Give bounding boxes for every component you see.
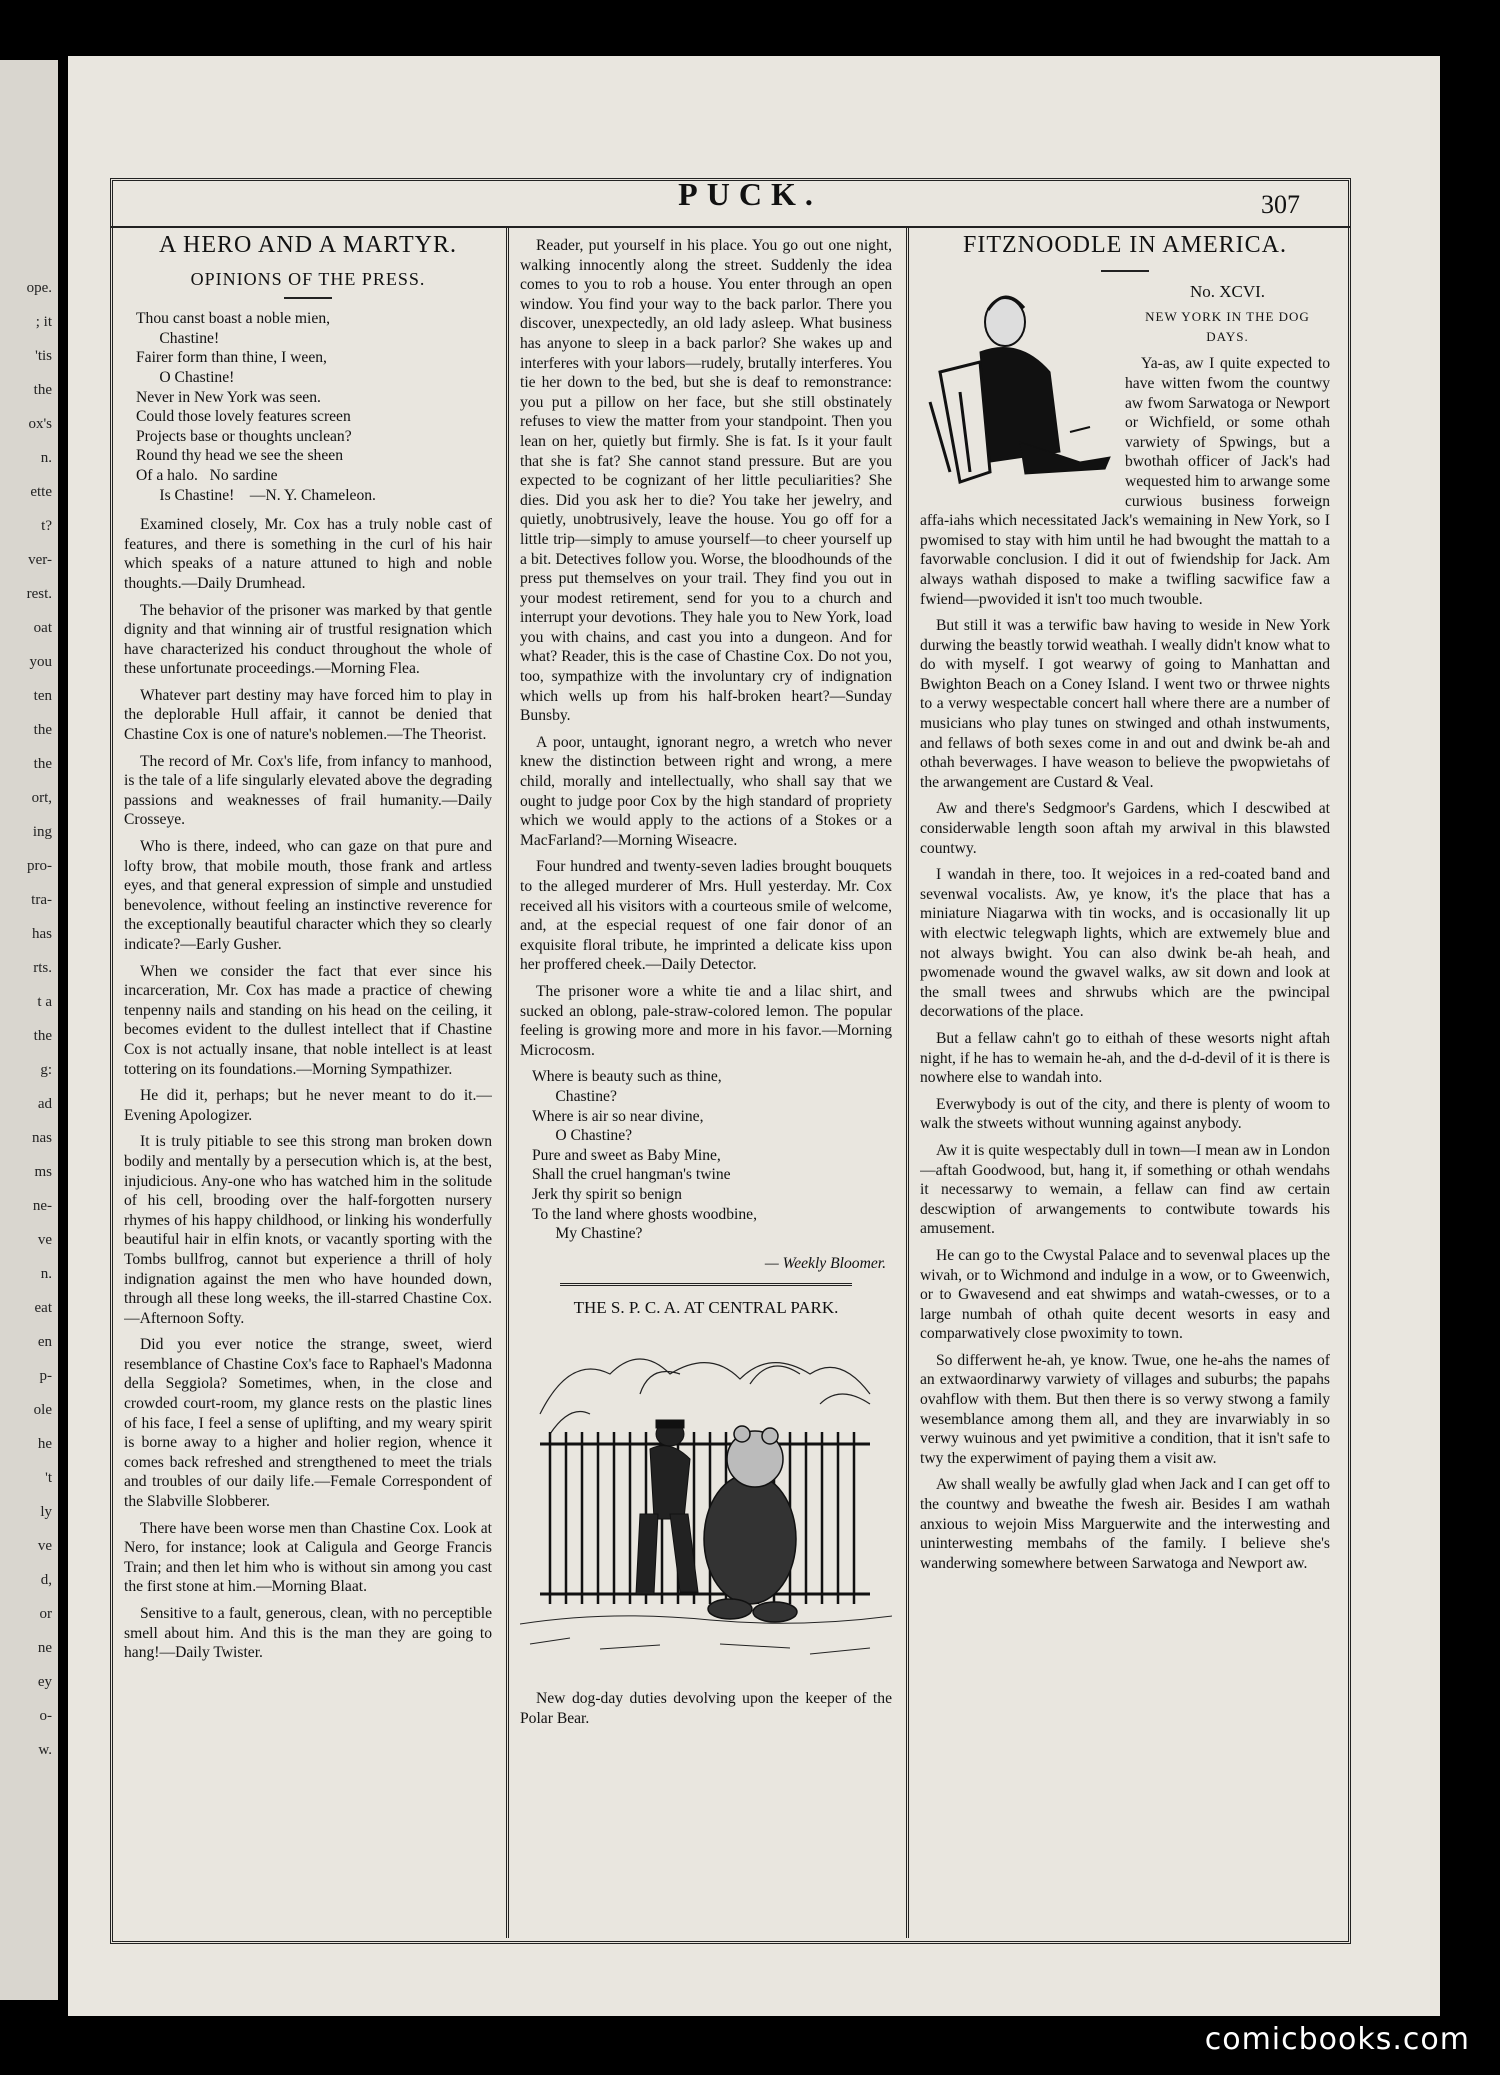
- edge-fragment: g:: [40, 1062, 52, 1078]
- column-fitznoodle: [920, 236, 1330, 1926]
- edge-fragment: d,: [40, 1572, 52, 1588]
- press-opinion: Whatever part destiny may have forced him to play in the deplorable Hull affair, it cannot be denied that Chastine Cox is one of nature's noblemen.—The Theorist.: [124, 686, 492, 744]
- adjacent-page-edge: [0, 60, 58, 2000]
- press-opinion: The record of Mr. Cox's life, from infancy to manhood, is the tale of a life singularly elevated above the degrading passions and weaknesses of frail humanity.—Daily Crosseye.: [124, 752, 492, 829]
- press-opinion: When we consider the fact that ever since his incarceration, Mr. Cox has made a practice of chewing tenpenny nails and standing on his head on the ceiling, it becomes evident to the dullest intellect that if Chastine Cox is not actually insane, that noble intellect is at least tottering on its foundations.—Morning Sympathizer.: [124, 962, 492, 1078]
- article-paragraph: But a fellaw cahn't go to eithah of these wesorts night aftah night, if he has to wemain he-ah, and the d-d-devil of it is there is nowhere else to wandah into.: [920, 1029, 1330, 1087]
- article-title: A HERO AND A MARTYR.: [159, 236, 457, 258]
- edge-fragment: pro-: [27, 858, 52, 874]
- press-opinion: The prisoner wore a white tie and a lilac shirt, and sucked an oblong, pale-straw-colored lemon. The popular feeling is growing more and more in his favor.—Morning Microcosm.: [520, 982, 892, 1059]
- edge-fragment: ole: [33, 1402, 52, 1418]
- bear-and-keeper-illustration: [520, 1324, 892, 1684]
- poem-chastine: Thou canst boast a noble mien, Chastine! Fairer form than thine, I ween, O Chastine! Never in New York was seen. Could those lovely features screen Projects base or thoughts unclean? Round thy head we see the sheen Of a halo. No sardine Is Chastine! —N. Y. Chameleon.: [136, 310, 376, 504]
- seated-man-illustration: [920, 282, 1115, 492]
- edge-fragment: 't: [45, 1470, 52, 1486]
- article-paragraph: But still it was a terwific baw having to weside in New York durwing the beastly torwid weathah. I weally didn't know what to do with myself. I got wearwy of going to Manhattan and Bwighton Beach on a Coney Island. I went two or thrwee nights to a verwy wespectable concert hall where there are a number of musicians who play tunes on stwinged and othah instwuments, and fellaws of both sexes come in and out and dwink be-ah and othah beverwages. I have weason to believe the pwopwietahs of the arwangement are Custard & Veal.: [920, 617, 1330, 791]
- article-paragraph: Aw shall weally be awfully glad when Jack and I can get off to the countwy and bweathe the fwesh air. Besides I am wathah anxious to wejoin Miss Marguerwite and the interwesting and uninterwesting membahs of the family. I believe she's wanderwing somewhere between Sarwatoga and Newport aw.: [920, 1476, 1330, 1572]
- article-paragraph: I wandah in there, too. It wejoices in a red-coated band and sevenwal vocalists. Aw, ye know, it's the place that has a miniature Niagarwa with tin wocks, and is occasionally lit up with electwic telegwaph lights, which are extwemely blue and not always bwight. You can also dwink be-ah heah, and pwomenade wound the gwavel walks, aw sit down and look at the small twees and shrwubs which are the pwincipal decorwations of the place.: [920, 866, 1330, 1021]
- press-opinion: There have been worse men than Chastine Cox. Look at Nero, for instance; look at Caligula and George Francis Train; and then let him who is without sin among you cast the first stone at him.—Morning Blaat.: [124, 1519, 492, 1596]
- edge-fragment: oat: [33, 620, 52, 636]
- edge-fragment: has: [32, 926, 52, 942]
- press-opinion: Examined closely, Mr. Cox has a truly noble cast of features, and there is something in the curl of his hair which speaks of a nature attuned to high and noble thoughts.—Daily Drumhead.: [124, 516, 492, 592]
- edge-fragment: n.: [40, 450, 52, 466]
- edge-fragment: rest.: [26, 586, 52, 602]
- edge-fragment: he: [37, 1436, 52, 1452]
- press-opinion: The behavior of the prisoner was marked by that gentle dignity and that winning air of trustful resignation which have characterized his conduct throughout the whole of these unfortunate proceedings.—Morning Flea.: [124, 601, 492, 678]
- edge-fragment: t a: [37, 994, 52, 1010]
- edge-fragment: the: [33, 756, 52, 772]
- column-reader: [520, 236, 892, 1926]
- article-subhead: NEW YORK IN THE DOG DAYS.: [1145, 309, 1310, 344]
- edge-fragment: tra-: [31, 892, 52, 908]
- divider: [1101, 270, 1149, 272]
- edge-fragment: ly: [40, 1504, 52, 1520]
- edge-fragment: rts.: [33, 960, 52, 976]
- article-paragraph: Everwybody is out of the city, and there is plenty of woom to walk the stweets without wunning against anybody.: [920, 1095, 1330, 1133]
- edge-fragment: ne-: [32, 1198, 52, 1214]
- divider: [284, 297, 332, 299]
- poem-where-is-beauty: Where is beauty such as thine, Chastine? Where is air so near divine, O Chastine? Pure and sweet as Baby Mine, Shall the cruel hangman's twine Jerk thy spirit so benign To the land where ghosts woodbine, My Chastine?: [532, 1068, 757, 1243]
- edge-fragment: ver-: [28, 552, 52, 568]
- edge-fragment: you: [29, 654, 52, 670]
- column-divider-2: [906, 228, 909, 1938]
- issue-number: No. XCVI.: [1189, 281, 1266, 301]
- article-paragraph: Ya-as, aw I quite expected to have witten fwom the countwy aw fwom Sarwatoga or Newport or Wichfield, or some othah varwiety of Spwings, but a bwothah officer of Jack's had wequested him to arwange some curwious business forweign affa-iahs which necessitated Jack's wemaining in New York, so I pwomised to stay with him until he had bwought the mattah to a favorwable conclusion. I did it out of fwiendship for Jack. Am always wathah disposed to make a twifling sacwifice faw a fwiend—pwovided it isn't too much twouble.: [920, 355, 1330, 608]
- edge-fragment: ne: [37, 1640, 52, 1656]
- edge-fragment: w.: [38, 1742, 52, 1758]
- press-opinion: Sensitive to a fault, generous, clean, with no perceptible smell about him. And this is the man they are going to hang!—Daily Twister.: [124, 1605, 492, 1662]
- ornamental-rule: [560, 1283, 852, 1286]
- edge-fragment: ope.: [26, 280, 52, 296]
- site-watermark: comicbooks.com: [1204, 2022, 1470, 2057]
- edge-fragment: ; it: [35, 314, 52, 330]
- press-opinion: Reader, put yourself in his place. You go out one night, walking innocently along the street. Suddenly the idea comes to you to rob a house. You enter through an open window. You find your way to the back parlor. There you discover, unexpectedly, an old lady asleep. What business has anyone to sleep in a back parlor? She wakes up and interferes with your labors—rudely, brutally interferes. You tie her down to the bed, but she is deaf to remonstrance: you put a pillow on her face, but she still obstinately refuses to view the matter from your standpoint. Then you lean on her, quietly but firmly. She is fat. Is it your fault that she is fat? She cannot stand pressure. But are you expected to be cognizant of her little peculiarities? She dies. Did you ask her to die? You take her jewelry, and quietly, unobtrusively, leave the house. You go off for a little trip—simply to amuse yourself—to cheer yourself up a bit. Detectives follow you. Worse, the bloodhounds of the press put themselves on your trail. They find you out in your modest retirement, send for you to a church and interrupt your devotions. They hale you to New York, load you with chains, and cast you into a dungeon. And for what? Reader, this is the case of Chastine Cox. Do not you, too, sympathize with the involuntary cry of indignation which wells up from his half-broken heart?—Sunday Bunsby.: [520, 237, 892, 725]
- press-opinion: He did it, perhaps; but he never meant to do it.—Evening Apologizer.: [124, 1087, 492, 1124]
- press-opinion: Did you ever notice the strange, sweet, wierd resemblance of Chastine Cox's face to Raphael's Madonna della Seggiola? Sometimes, when, in the close and crowded court-room, my glance rests on the plastic lines of his face, I feel a sense of uplifting, and my weary spirit is borne away to a higher and holier region, whence it comes back refreshed and strengthened to meet the trials and troubles of our daily life.—Female Correspondent of the Slabville Slobberer.: [124, 1336, 492, 1511]
- edge-fragment: ve: [37, 1232, 52, 1248]
- illustration-title: THE S. P. C. A. AT CENTRAL PARK.: [573, 1298, 839, 1318]
- press-opinion: Four hundred and twenty-seven ladies brought bouquets to the alleged murderer of Mrs. Hull yesterday. Mr. Cox received all his visitors with a courteous smile of welcome, and, at the especial request of one fair donor of an exquisite floral tribute, he imprinted a delicate kiss upon her proffered cheek.—Daily Detector.: [520, 858, 892, 974]
- edge-fragment: p-: [39, 1368, 52, 1384]
- article-subtitle: OPINIONS OF THE PRESS.: [190, 268, 426, 289]
- edge-fragment: 'tis: [35, 348, 52, 364]
- edge-fragment: ad: [37, 1096, 52, 1112]
- article-paragraph: Aw it is quite wespectably dull in town—I mean aw in London—aftah Goodwood, but, hang it, if something or othah wendahs it necessarwy to wemain, a fellaw can find aw certain descwiption of arwangements to contwibute towards his amusement.: [920, 1141, 1330, 1238]
- article-title: FITZNOODLE IN AMERICA.: [963, 236, 1287, 258]
- edge-fragment: ms: [34, 1164, 52, 1180]
- article-paragraph: Aw and there's Sedgmoor's Gardens, which I descwibed at considerwable length soon aftah my arwival in this blawsted countwy.: [920, 800, 1330, 857]
- edge-fragment: ette: [30, 484, 52, 500]
- column-hero-martyr: [124, 236, 492, 1926]
- edge-fragment: the: [33, 722, 52, 738]
- edge-fragment: ten: [33, 688, 52, 704]
- edge-fragment: ey: [37, 1674, 52, 1690]
- press-opinion: It is truly pitiable to see this strong man broken down bodily and mentally by a persecution which is, at the best, injudicious. Any-one who has watched him in the solitude of his cell, brooding over the half-forgotten nursery rhymes of his happy childhood, or linking his wonderfully beautiful hair in elfin knots, or vacantly sporting with the Tombs bullfrog, cannot but experience a thrill of holy indignation against the men who have hounded down, through all these long weeks, the ill-starred Chastine Cox.—Afternoon Softy.: [124, 1133, 492, 1327]
- illustration-caption: New dog-day duties devolving upon the keeper of the Polar Bear.: [520, 1690, 892, 1728]
- edge-fragment: the: [33, 382, 52, 398]
- edge-fragment: n.: [40, 1266, 52, 1282]
- masthead-title: PUCK.: [678, 176, 822, 212]
- article-paragraph: So differwent he-ah, ye know. Twue, one he-ahs the names of an extwaordinarwy varwiety of villages and suburbs; the papahs ovahflow with them. But then there is so verwy stwong a family wesemblance among them all, and they are invarwiably in so verwy wuinous and yet pwimitive a condition, that it isn't safe to twy the experwiment of paying them a visit aw.: [920, 1351, 1330, 1467]
- page-number: 307: [1261, 190, 1300, 219]
- edge-fragment: ox's: [28, 416, 52, 432]
- edge-fragment: t?: [41, 518, 52, 534]
- edge-fragment: ort,: [31, 790, 52, 806]
- edge-fragment: ing: [32, 824, 52, 840]
- article-paragraph: He can go to the Cwystal Palace and to sevenwal places up the wivah, or to Wichmond and indulge in a wow, or to Gweenwich, or to Gwavesend and eat shwimps and watah-cwesses, or to a large numbah of othah quite decent wesorts in easy and comparwatively close pwoximity to town.: [920, 1246, 1330, 1343]
- edge-fragment: nas: [32, 1130, 52, 1146]
- press-opinion: A poor, untaught, ignorant negro, a wretch who never knew the distinction between right and wrong, a mere child, morally and intellectually, who shall say that we ought to judge poor Cox by the high standard of propriety which we would apply to the actions of a Stokes or a MacFarland?—Morning Wiseacre.: [520, 733, 892, 849]
- edge-fragment: or: [39, 1606, 52, 1622]
- edge-fragment: en: [37, 1334, 52, 1350]
- press-opinion: Who is there, indeed, who can gaze on that pure and lofty brow, that mobile mouth, those frank and artless eyes, and that general expression of simple and unstudied benevolence, without feeling an instinctive reverence for the exceptionally beautiful character which they so clearly indicate?—Early Gusher.: [124, 838, 492, 953]
- edge-fragment: ve: [37, 1538, 52, 1554]
- edge-fragment: o-: [39, 1708, 52, 1724]
- edge-fragment: the: [33, 1028, 52, 1044]
- edge-fragment: eat: [34, 1300, 52, 1316]
- poem-attribution: — Weekly Bloomer.: [764, 1254, 886, 1272]
- column-divider-1: [506, 228, 509, 1938]
